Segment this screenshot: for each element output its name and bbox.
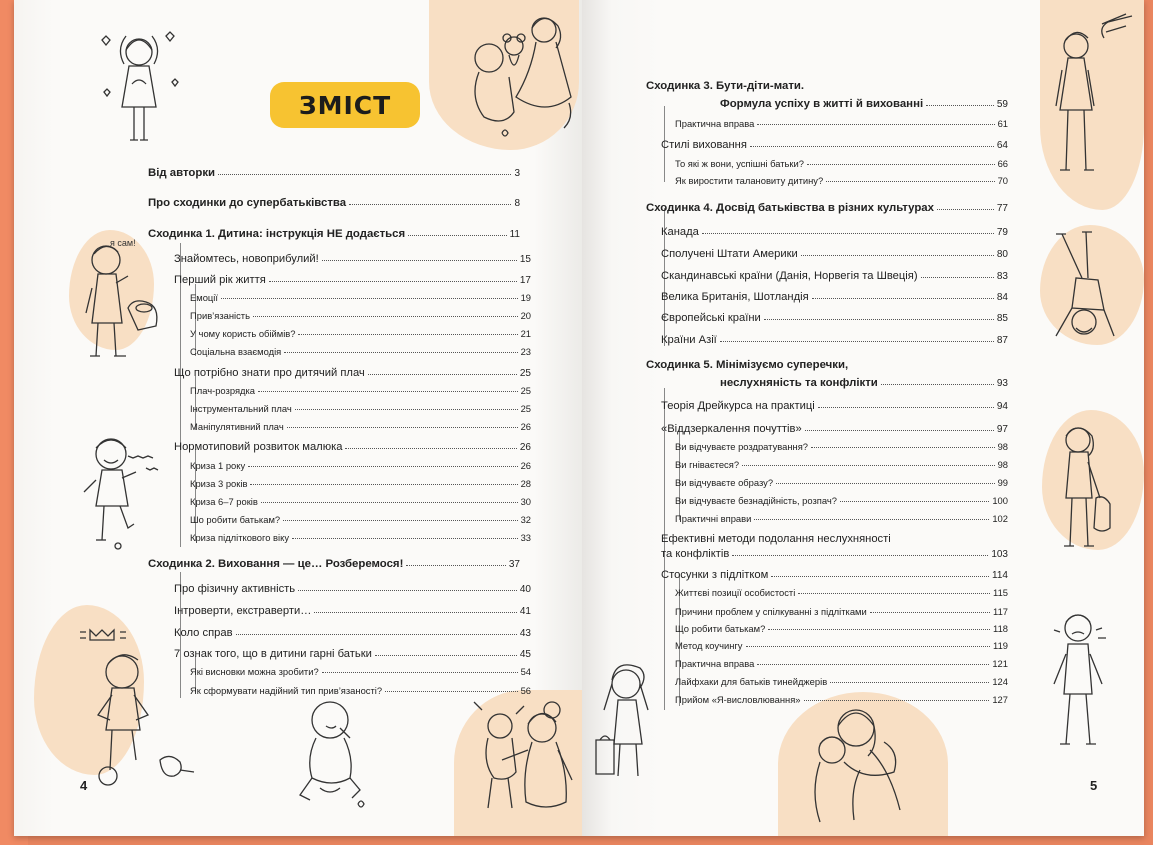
- toc-entry-title: Сходинка 2. Виховання — це… Розберемося!: [148, 558, 404, 570]
- toc-entry-page: 33: [520, 532, 531, 543]
- toc-entry: [190, 460, 531, 471]
- toc-entry: [675, 495, 1008, 506]
- toc-entry-page: 98: [997, 459, 1008, 470]
- toc-entry-page: 117: [993, 606, 1008, 617]
- toc-entry-page: 119: [993, 640, 1008, 651]
- toc-entry-title: Сходинка 3. Бути-діти-мати.: [646, 80, 805, 92]
- toc-dot-leader: [248, 466, 517, 467]
- toc-dot-leader: [349, 204, 511, 205]
- toc-entry-title: Про фізичну активність: [174, 583, 296, 595]
- toc-entry-title: Формула успіху в житті й вихованні: [720, 98, 924, 110]
- toc-entry-page: 54: [520, 666, 531, 677]
- toc-entry: [646, 359, 1008, 371]
- toc-dot-leader: [812, 298, 994, 299]
- toc-entry: [661, 423, 1008, 435]
- toc-entry-page: 59: [996, 99, 1008, 110]
- toc-entry-page: 127: [992, 694, 1008, 705]
- child-handstand-illustration: [1042, 228, 1142, 348]
- toc-dot-leader: [840, 501, 989, 502]
- toc-entry: [148, 228, 520, 240]
- angry-teen-illustration: [1044, 604, 1134, 754]
- toc-entry: [675, 658, 1008, 669]
- toc-entry-page: 80: [996, 249, 1008, 260]
- toc-entry-title: Знайомтесь, новоприбулий!: [174, 253, 319, 265]
- toc-entry-title: Велика Британія, Шотландія: [661, 291, 809, 303]
- toc-entry: [675, 694, 1008, 705]
- toc-dot-leader: [218, 174, 511, 175]
- toc-entry: [720, 98, 1008, 110]
- baby-teething-illustration: [290, 690, 380, 820]
- toc-entry-title: Ви відчуваєте образу?: [675, 477, 774, 488]
- toc-entry: [174, 648, 531, 660]
- toc-dot-leader: [283, 520, 517, 521]
- toc-entry-title: Канада: [661, 226, 699, 238]
- toc-entry-page: 83: [996, 271, 1008, 282]
- toc-entry: [661, 248, 1008, 260]
- toc-entry: [675, 118, 1008, 129]
- toc-entry-page: 23: [520, 346, 531, 357]
- toc-entry: [675, 587, 1008, 598]
- toc-entry: [190, 385, 531, 396]
- toc-entry: [190, 496, 531, 507]
- toc-entry-page: 64: [996, 140, 1008, 151]
- toc-entry: [190, 421, 531, 432]
- toc-dot-leader: [295, 409, 518, 410]
- toc-dot-leader: [314, 612, 516, 613]
- toc-entry: [190, 478, 531, 489]
- toc-entry-title: Шо робити батькам?: [190, 514, 281, 525]
- toc-entry: [661, 139, 1008, 151]
- toc-entry-page: 85: [996, 313, 1008, 324]
- toc-entry-title: Які висновки можна зробити?: [190, 666, 319, 677]
- toc-entry-title: То які ж вони, успішні батьки?: [675, 158, 804, 169]
- toc-entry-page: 114: [992, 570, 1008, 581]
- toc-entry-title: Як виростити талановиту дитину?: [675, 175, 824, 186]
- toc-entry-title: Практична вправа: [675, 118, 755, 129]
- toc-dot-leader: [818, 407, 994, 408]
- toc-dot-leader: [345, 448, 516, 449]
- toc-entry: [675, 441, 1008, 452]
- toc-dot-leader: [408, 235, 506, 236]
- toc-entry-page: 25: [520, 385, 531, 396]
- toc-entry: [661, 312, 1008, 324]
- toc-entry-page: 40: [519, 584, 531, 595]
- mother-and-baby-illustration: [462, 690, 582, 830]
- toc-entry-page: 25: [520, 403, 531, 414]
- toc-dot-leader: [261, 502, 518, 503]
- toc-dot-leader: [921, 277, 994, 278]
- toc-dot-leader: [764, 319, 994, 320]
- toc-dot-leader: [811, 447, 995, 448]
- boy-with-crown-illustration: [80, 620, 210, 790]
- toc-entry: [190, 532, 531, 543]
- toc-entry: [174, 605, 531, 617]
- toc-dot-leader: [221, 298, 518, 299]
- toc-entry: [190, 346, 531, 357]
- toc-entry: [148, 558, 520, 570]
- toc-dot-leader: [746, 646, 991, 647]
- toc-entry-title: Криза 6–7 років: [190, 496, 258, 507]
- toc-entry-page: 11: [509, 229, 520, 240]
- toc-dot-leader: [236, 634, 517, 635]
- toc-entry: [148, 167, 520, 179]
- toc-entry: [675, 676, 1008, 687]
- toc-entry-title: Маніпулятивний плач: [190, 421, 284, 432]
- toc-dot-leader: [368, 374, 517, 375]
- toc-entry-title: Нормотиповий розвиток малюка: [174, 441, 343, 453]
- toc-entry-page: 41: [519, 606, 531, 617]
- toc-title-badge: [270, 82, 420, 128]
- toc-entry-title: Інтроверти, екстраверти…: [174, 605, 312, 617]
- right-page-number: 5: [1090, 778, 1098, 793]
- toc-entry-page: 26: [520, 460, 531, 471]
- toc-entry-title: Країни Азії: [661, 334, 717, 346]
- toc-dot-leader: [768, 629, 990, 630]
- toc-entry-title: Прив’язаність: [190, 310, 250, 321]
- toc-dot-leader: [406, 565, 505, 566]
- toc-entry: [661, 533, 1008, 545]
- toc-entry-page: 19: [520, 292, 531, 303]
- left-page-number: 4: [80, 778, 88, 793]
- toc-entry-page: 98: [997, 441, 1008, 452]
- toc-entry-page: 26: [519, 442, 531, 453]
- toc-entry-page: 43: [519, 628, 531, 639]
- toc-entry-page: 17: [519, 275, 531, 286]
- toc-entry-page: 93: [996, 378, 1008, 389]
- toc-dot-leader: [287, 427, 518, 428]
- toc-entry: [174, 253, 531, 265]
- toc-entry: [661, 548, 1008, 560]
- toc-entry-title: Інструментальний плач: [190, 403, 292, 414]
- toc-entry-title: Сходинка 1. Дитина: інструкція НЕ додається: [148, 228, 406, 240]
- toc-entry-page: 100: [992, 495, 1008, 506]
- toc-dot-leader: [798, 593, 990, 594]
- toc-entry-title: Криза 3 років: [190, 478, 248, 489]
- toc-dot-leader: [937, 209, 994, 210]
- toc-entry-title: Сходинка 4. Досвід батьківства в різних культурах: [646, 202, 934, 214]
- toc-dot-leader: [776, 483, 994, 484]
- toc-entry-title: Що робити батькам?: [675, 623, 766, 634]
- toc-dot-leader: [322, 672, 518, 673]
- toc-dot-leader: [269, 281, 517, 282]
- toc-dot-leader: [292, 538, 518, 539]
- left-page: [14, 0, 582, 836]
- girl-with-backpack-illustration: [1048, 418, 1138, 558]
- toc-entry-page: 3: [514, 168, 520, 179]
- speech-text: я сам!: [110, 238, 136, 248]
- toc-entry-title: Коло справ: [174, 627, 233, 639]
- toc-entry-title: Європейські країни: [661, 312, 761, 324]
- boy-covering-ears-illustration: [592, 650, 672, 790]
- toc-entry-page: 25: [519, 368, 531, 379]
- toc-entry: [174, 441, 531, 453]
- toc-entry-page: 79: [996, 227, 1008, 238]
- toc-entry-title: Теорія Дрейкурса на практиці: [661, 400, 815, 412]
- toc-dot-leader: [732, 555, 988, 556]
- toc-entry-title: Ефективні методи подолання неслухняності: [661, 533, 891, 545]
- crying-boy-illustration: [76, 428, 176, 558]
- toc-entry-title: Що потрібно знати про дитячий плач: [174, 367, 365, 379]
- toc-entry-page: 121: [992, 658, 1008, 669]
- toc-entry: [190, 514, 531, 525]
- toc-entry-page: 26: [520, 421, 531, 432]
- toc-entry-title: Причини проблем у спілкуванні з підлітками: [675, 606, 867, 617]
- toc-entry: [661, 334, 1008, 346]
- toc-entry: [646, 80, 1008, 92]
- toc-entry-title: Практичні вправи: [675, 513, 752, 524]
- toc-dot-leader: [375, 655, 517, 656]
- girl-with-hearts-illustration: [94, 22, 184, 152]
- toc-dot-leader: [250, 484, 517, 485]
- toc-entry-title: Стилі виховання: [661, 139, 747, 151]
- toc-entry-page: 84: [996, 292, 1008, 303]
- toc-entry-title: Життєві позиції особистості: [675, 587, 796, 598]
- toc-entry-page: 56: [520, 685, 531, 696]
- right-page: [582, 0, 1144, 836]
- toc-entry-title: Лайфхаки для батьків тинейджерів: [675, 676, 828, 687]
- toc-entry: [675, 175, 1008, 186]
- toc-dot-leader: [702, 233, 994, 234]
- toc-dot-leader: [826, 181, 994, 182]
- toc-entry-title: Криза підліткового віку: [190, 532, 290, 543]
- toc-entry-title: Сходинка 5. Мінімізуємо суперечки,: [646, 359, 849, 371]
- toc-entry: [661, 569, 1008, 581]
- toc-entry-page: 15: [519, 254, 531, 265]
- toc-entry: [675, 640, 1008, 651]
- toc-entry-title: Ви гніваєтеся?: [675, 459, 740, 470]
- toc-entry-page: 37: [508, 559, 520, 570]
- toc-entry: [675, 158, 1008, 169]
- toc-dot-leader: [298, 590, 517, 591]
- toc-entry: [661, 400, 1008, 412]
- toc-entry-title: неслухняність та конфлікти: [720, 377, 878, 389]
- toc-dot-leader: [805, 430, 994, 431]
- toc-dot-leader: [385, 691, 518, 692]
- toc-entry-page: 30: [520, 496, 531, 507]
- toc-entry-page: 70: [997, 175, 1008, 186]
- toc-entry-title: «Віддзеркалення почуттів»: [661, 423, 802, 435]
- toc-entry: [190, 310, 531, 321]
- baby-with-teddy-illustration: [454, 8, 584, 138]
- toc-entry-page: 45: [519, 649, 531, 660]
- toc-dot-leader: [742, 465, 995, 466]
- toc-entry-title: Від авторки: [148, 167, 216, 179]
- toc-entry: [190, 403, 531, 414]
- toc-entry: [661, 226, 1008, 238]
- toc-dot-leader: [750, 146, 994, 147]
- toc-dot-leader: [807, 164, 995, 165]
- hug-illustration: [800, 700, 920, 830]
- toc-entry-page: 87: [996, 335, 1008, 346]
- toc-entry-title: Ви відчуваєте роздратування?: [675, 441, 809, 452]
- toc-entry-page: 97: [996, 424, 1008, 435]
- toc-dot-leader: [870, 612, 990, 613]
- toc-entry-page: 77: [996, 203, 1008, 214]
- toc-entry-title: Перший рік життя: [174, 274, 266, 286]
- toc-entry-title: Практична вправа: [675, 658, 755, 669]
- toc-dot-leader: [322, 260, 517, 261]
- toc-entry-page: 94: [996, 401, 1008, 412]
- toc-entry: [174, 583, 531, 595]
- toc-dot-leader: [804, 700, 990, 701]
- toc-dot-leader: [258, 391, 518, 392]
- toc-entry-page: 32: [520, 514, 531, 525]
- toc-dot-leader: [284, 352, 517, 353]
- toc-entry: [190, 292, 531, 303]
- toc-entry-title: Емоції: [190, 292, 218, 303]
- toc-entry-title: Соціальна взаємодія: [190, 346, 282, 357]
- toc-entry-title: Стосунки з підлітком: [661, 569, 769, 581]
- toc-dot-leader: [830, 682, 989, 683]
- toc-entry-page: 28: [520, 478, 531, 489]
- toc-dot-leader: [771, 576, 989, 577]
- toc-entry-page: 99: [997, 477, 1008, 488]
- toc-entry-title: Криза 1 року: [190, 460, 246, 471]
- toc-entry: [661, 270, 1008, 282]
- toc-entry-page: 66: [997, 158, 1008, 169]
- toc-entry: [190, 685, 531, 696]
- toc-dot-leader: [757, 124, 994, 125]
- toc-entry-title: Сполучені Штати Америки: [661, 248, 798, 260]
- toc-dot-leader: [720, 341, 994, 342]
- toc-entry-page: 20: [520, 310, 531, 321]
- toc-entry-title: та конфліктів: [661, 548, 730, 560]
- toc-entry: [675, 477, 1008, 488]
- toc-entry-title: 7 ознак того, що в дитини гарні батьки: [174, 648, 372, 660]
- toc-entry-page: 103: [991, 549, 1008, 560]
- toc-entry-title: Про сходинки до супербатьківства: [148, 197, 347, 209]
- toc-entry-title: Плач-розрядка: [190, 385, 256, 396]
- toc-entry: [675, 459, 1008, 470]
- toc-entry: [174, 627, 531, 639]
- toc-entry: [675, 606, 1008, 617]
- man-pointing-illustration: [1042, 10, 1142, 180]
- toc-entry-page: 21: [520, 328, 531, 339]
- toc-entry-title: Метод коучингу: [675, 640, 743, 651]
- toc-entry-title: У чому користь обіймів?: [190, 328, 296, 339]
- toc-entry-page: 115: [993, 587, 1008, 598]
- toc-entry-page: 8: [514, 198, 520, 209]
- toc-entry: [174, 367, 531, 379]
- toc-entry: [174, 274, 531, 286]
- toc-entry-title: Ви відчуваєте безнадійність, розпач?: [675, 495, 837, 506]
- toc-dot-leader: [298, 334, 517, 335]
- toc-dot-leader: [881, 384, 994, 385]
- toc-entry-title: Скандинавські країни (Данія, Норвегія та Швеція): [661, 270, 918, 282]
- toc-entry: [675, 623, 1008, 634]
- toc-dot-leader: [757, 664, 989, 665]
- toc-entry-page: 61: [997, 118, 1008, 129]
- toc-entry: [190, 328, 531, 339]
- toc-entry-page: 102: [992, 513, 1008, 524]
- toc-dot-leader: [801, 255, 994, 256]
- toc-entry: [675, 513, 1008, 524]
- boy-says-i-myself-illustration: [76, 228, 176, 368]
- toc-dot-leader: [926, 105, 994, 106]
- toc-entry: [661, 291, 1008, 303]
- toc-dot-leader: [754, 519, 989, 520]
- toc-entry: [646, 202, 1008, 214]
- toc-entry-title: Прийом «Я-висловлювання»: [675, 694, 801, 705]
- toc-entry: [720, 377, 1008, 389]
- toc-dot-leader: [253, 316, 518, 317]
- toc-entry: [148, 197, 520, 209]
- section-bracket: [180, 243, 181, 547]
- toc-title: ЗМІСТ: [298, 90, 392, 120]
- toc-entry-page: 124: [992, 676, 1008, 687]
- toc-entry-page: 118: [993, 623, 1008, 634]
- toc-entry-title: Як сформувати надійний тип прив’язаності?: [190, 685, 383, 696]
- toc-entry: [190, 666, 531, 677]
